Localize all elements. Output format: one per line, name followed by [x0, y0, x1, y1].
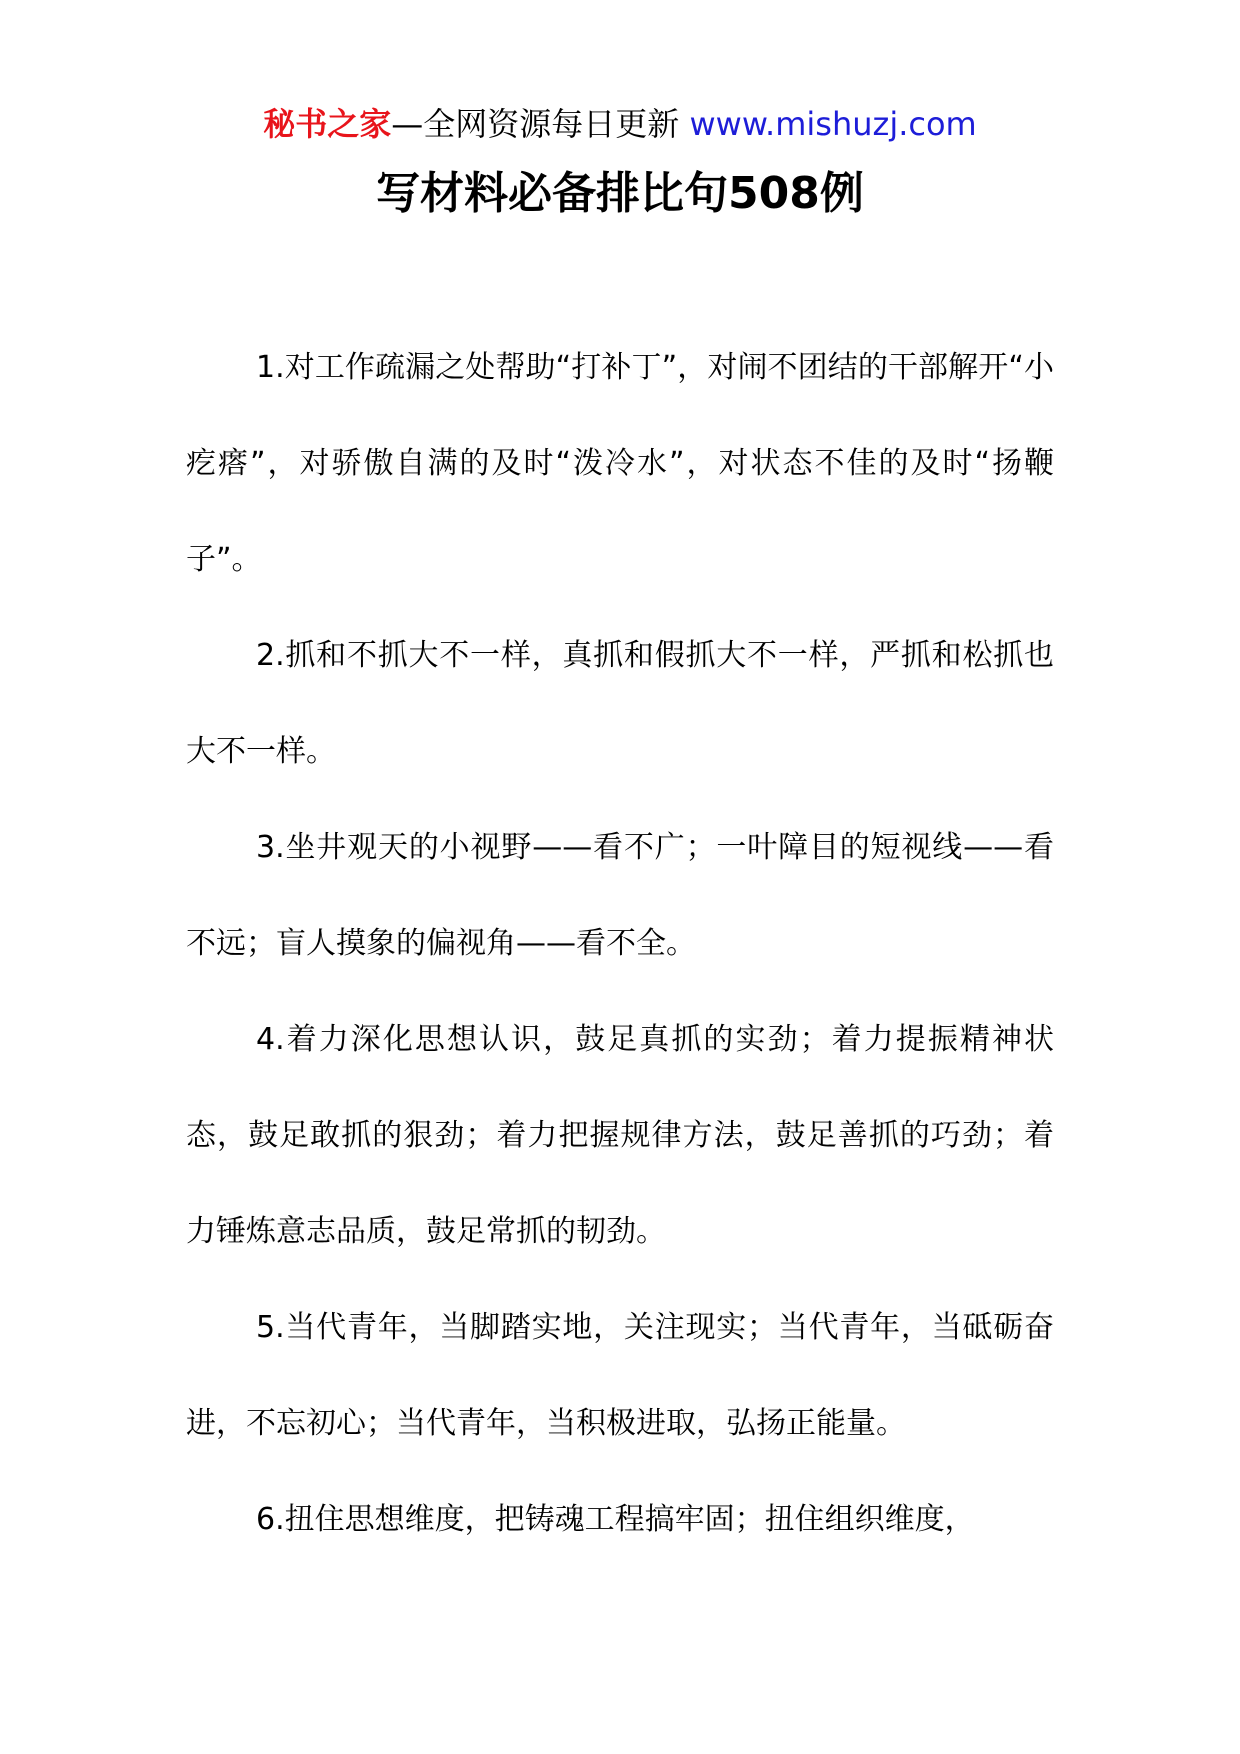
paragraph-3: 3.坐井观天的小视野——看不广；一叶障目的短视线——看不远；盲人摸象的偏视角——看不全。: [186, 830, 1054, 961]
paragraph-1: 1.对工作疏漏之处帮助“打补丁”，对闹不团结的干部解开“小疙瘩”，对骄傲自满的及时“泼冷水”，对状态不佳的及时“扬鞭子”。: [186, 350, 1054, 577]
paragraph-6: 6.扭住思想维度，把铸魂工程搞牢固；扭住组织维度，: [256, 1502, 975, 1537]
site-header: [0, 102, 1240, 146]
paragraph-2: 2.抓和不抓大不一样，真抓和假抓大不一样，严抓和松抓也大不一样。: [186, 638, 1054, 769]
site-brand: 秘书之家: [263, 105, 392, 143]
document-body: [186, 320, 1054, 1568]
paragraph-5: 5.当代青年，当脚踏实地，关注现实；当代青年，当砥砺奋进，不忘初心；当代青年，当积极进取，弘扬正能量。: [186, 1310, 1054, 1441]
site-tagline: —全网资源每日更新: [391, 105, 680, 143]
document-title: 写材料必备排比句508例: [376, 168, 864, 219]
paragraph-4: 4.着力深化思想认识，鼓足真抓的实劲；着力提振精神状态，鼓足敢抓的狠劲；着力把握规律方法，鼓足善抓的巧劲；着力锤炼意志品质，鼓足常抓的韧劲。: [186, 1022, 1054, 1249]
site-url-link[interactable]: www.mishuzj.com: [689, 105, 977, 143]
